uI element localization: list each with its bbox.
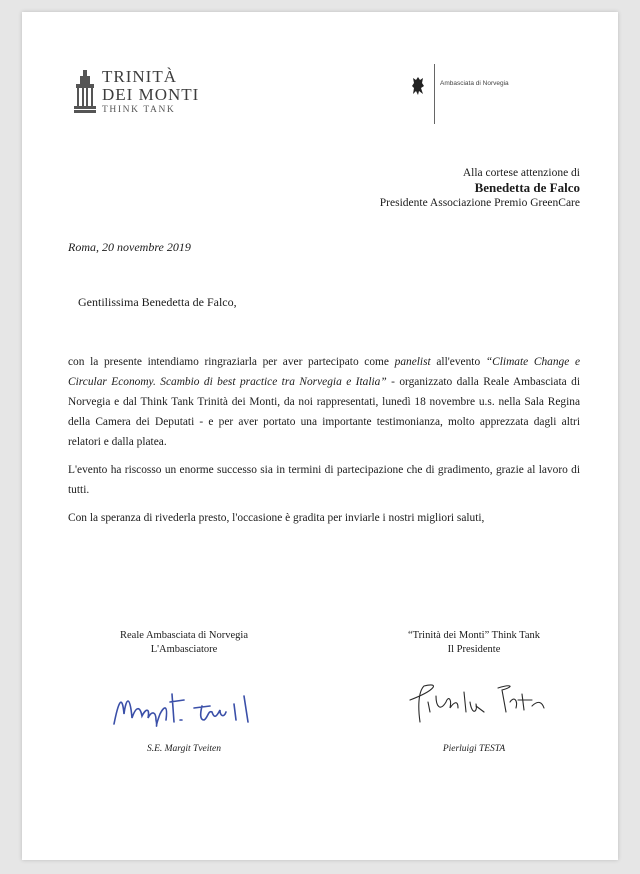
body-paragraph-1: con la presente intendiamo ringraziarla per aver partecipato come panelist all'evento “Climate Change e Circular Economy. Scambio di best practice tra Norvegia e Italia” - organizzato dalla Reale Ambasciata di Norvegia e dal Think Tank Trinità dei Monti, da noi rappresentati, lunedì 18 novembre u.s. nella Sala Regina della Camera dei Deputati - e per aver portato una importante testimonianza, molto apprezzata dagli altri relatori e dalla platea. (68, 356, 581, 448)
signatory-title-right: Il Presidente (447, 644, 501, 655)
trinita-dei-monti-logo (74, 68, 214, 120)
signatory-org-right: “Trinità dei Monti” Think Tank (407, 630, 541, 641)
signature-block-left (94, 629, 274, 657)
signatory-name-right: Pierluigi TESTA (442, 744, 506, 754)
signatory-title-left: L'Ambasciatore (150, 644, 218, 655)
logo-line-1: TRINITÀ (102, 67, 177, 86)
recipient-label: Alla cortese attenzione di (462, 167, 580, 179)
body-paragraph-2: L'evento ha riscosso un enorme successo sia in termini di partecipazione che di gradimento, grazie al lavoro di tutti. (68, 464, 580, 496)
norway-embassy-label: Ambasciata di Norvegia (440, 80, 509, 87)
logo-line-2: DEI MONTI (102, 85, 200, 104)
building-emblem-icon (74, 70, 96, 114)
recipient-name: Benedetta de Falco (474, 180, 580, 195)
signature-block-right (394, 629, 554, 657)
event-title: “Climate Change e Circular Economy. Scambio di best practice tra Norvegia e Italia” (68, 356, 581, 388)
signatory-org-left: Reale Ambasciata di Norvegia (120, 630, 248, 641)
letter-date: Roma, 20 novembre 2019 (68, 240, 191, 254)
panelist-term: panelist (394, 356, 431, 368)
recipient-block (380, 166, 580, 211)
body-paragraph-3: Con la speranza di rivederla presto, l'occasione è gradita per inviarle i nostri migliori saluti, (68, 512, 485, 524)
signature-left (108, 684, 288, 732)
letter-page (22, 12, 618, 860)
lion-crest-icon (410, 76, 426, 96)
salutation: Gentilissima Benedetta de Falco, (78, 295, 237, 309)
signatory-name-left: S.E. Margit Tveiten (146, 744, 222, 754)
logo-line-3: THINK TANK (102, 105, 176, 115)
recipient-role: Presidente Associazione Premio GreenCare (379, 197, 580, 209)
letter-body (68, 352, 580, 536)
logo-divider (434, 64, 435, 124)
signature-right (406, 672, 556, 728)
